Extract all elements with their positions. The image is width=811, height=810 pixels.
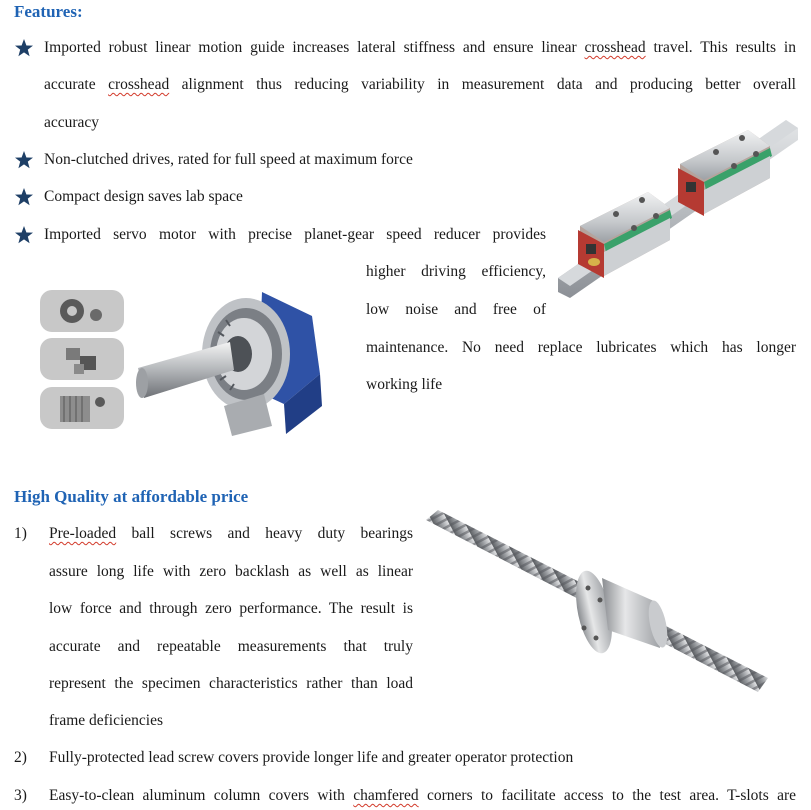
features-heading: Features: [14,2,83,21]
feature-4-line-1: Imported servo motor with precise planet-gear speed reducer provides [44,226,546,243]
quality-item-3-text: Easy-to-clean aluminum column covers with chamfered corners to facilitate access to the test area. T-slots are [49,787,797,804]
star-bullet-icon [14,225,34,245]
feature-1-line-2: accurate crosshead alignment thus reducing variability in measurement data and producing better overall [44,76,796,93]
feature-2-text: Non-clutched drives, rated for full speed at maximum force [44,151,413,168]
feature-4-line-3: low noise and free of [366,301,546,318]
quality-item-2-text: Fully-protected lead screw covers provide longer life and greater operator protection [49,749,574,766]
quality-item-1-line-2: assure long life with zero backlash as well as linear [49,563,413,580]
star-bullet-icon [14,187,34,207]
quality-item-1-line-4: accurate and repeatable measurements that truly [49,638,413,655]
servo-motor-photo [134,286,334,436]
gear-thumbnail-photos [40,290,126,430]
feature-4-line-2: higher driving efficiency, [366,263,546,280]
feature-4-line-4: maintenance. No need replace lubricates which has longer [366,339,796,356]
star-bullet-icon [14,38,34,58]
quality-heading: High Quality at affordable price [14,487,249,506]
quality-item-3-number: 3) [14,787,27,804]
feature-1-line-1: Imported robust linear motion guide increases lateral stiffness and ensure linear crosshead travel. This results in [44,39,796,56]
quality-item-1-line-3: low force and through zero performance. The result is [49,600,413,617]
quality-item-1-number: 1) [14,525,27,542]
feature-3-text: Compact design saves lab space [44,188,243,205]
feature-1-line-3: accuracy [44,114,100,131]
ball-screw-photo [424,506,772,696]
quality-item-1-line-5: represent the specimen characteristics rather than load [49,675,413,692]
quality-item-2-number: 2) [14,749,27,766]
feature-4-line-5: working life [366,376,443,393]
star-bullet-icon [14,150,34,170]
linear-guide-photo [558,116,798,298]
quality-item-1-line-6: frame deficiencies [49,712,164,729]
quality-item-1-line-1: Pre-loaded ball screws and heavy duty bearings [49,525,413,542]
